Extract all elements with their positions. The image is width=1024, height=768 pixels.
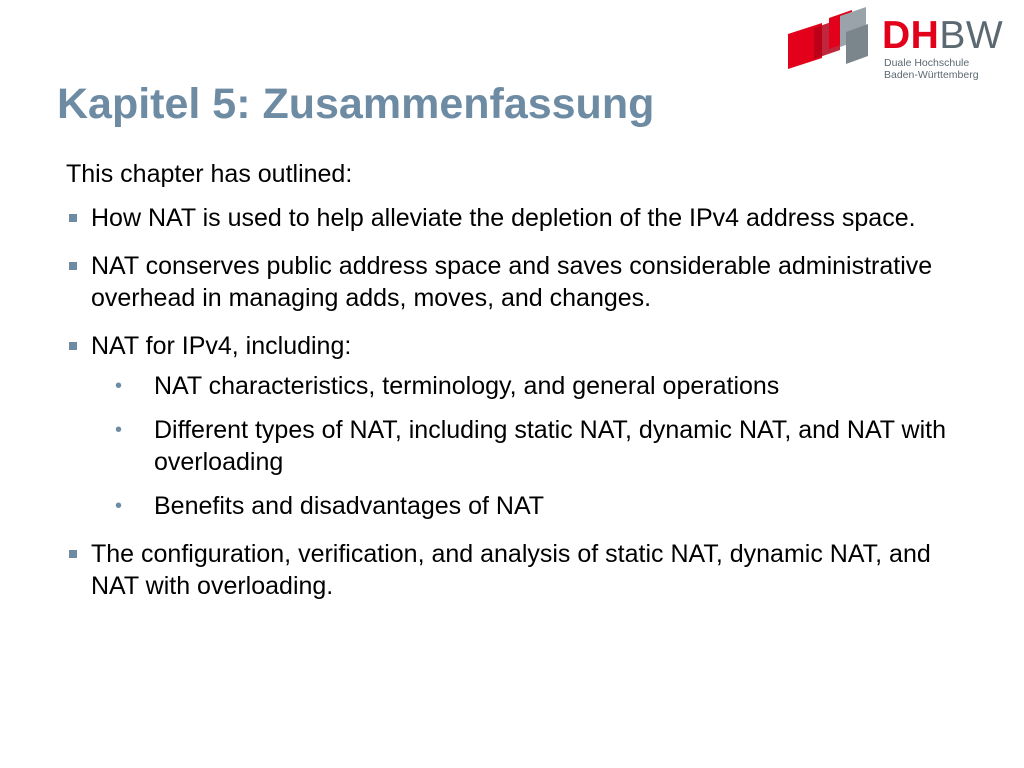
sub-bullet-item bbox=[91, 414, 966, 478]
square-bullet-icon bbox=[69, 550, 77, 558]
bullet-text: NAT conserves public address space and saves considerable administrative overhead in managing adds, moves, and changes. bbox=[91, 252, 933, 312]
intro-text: This chapter has outlined: bbox=[66, 160, 353, 188]
logo-subtitle bbox=[884, 57, 979, 81]
sub-bullet-item bbox=[91, 370, 966, 402]
bullet-item bbox=[66, 538, 966, 602]
dot-bullet-icon: • bbox=[115, 419, 123, 441]
sub-bullet-list bbox=[91, 370, 966, 522]
dhbw-logo bbox=[788, 6, 1014, 86]
bullet-list bbox=[66, 202, 966, 602]
bullet-item bbox=[66, 202, 966, 234]
sub-bullet-item bbox=[91, 490, 966, 522]
bullet-item bbox=[66, 330, 966, 522]
sub-bullet-text: Benefits and disadvantages of NAT bbox=[154, 492, 545, 520]
bullet-text: How NAT is used to help alleviate the depletion of the IPv4 address space. bbox=[91, 204, 916, 232]
dhbw-logo-mark-icon bbox=[788, 6, 870, 72]
square-bullet-icon bbox=[69, 342, 77, 350]
bullet-text: NAT for IPv4, including: bbox=[91, 332, 352, 360]
square-bullet-icon bbox=[69, 214, 77, 222]
slide-content bbox=[66, 158, 966, 618]
square-bullet-icon bbox=[69, 262, 77, 270]
bullet-text: The configuration, verification, and analysis of static NAT, dynamic NAT, and NAT with overloading. bbox=[91, 540, 931, 600]
slide-title: Kapitel 5: Zusammenfassung bbox=[57, 80, 655, 128]
dot-bullet-icon: • bbox=[115, 495, 123, 517]
dot-bullet-icon: • bbox=[115, 375, 123, 397]
dhbw-wordmark bbox=[882, 16, 1003, 56]
sub-bullet-text: NAT characteristics, terminology, and general operations bbox=[154, 372, 780, 400]
bullet-item bbox=[66, 250, 966, 314]
logo-subtitle-line2: Baden-Württemberg bbox=[884, 69, 979, 81]
logo-bw: BW bbox=[939, 14, 1004, 57]
sub-bullet-text: Different types of NAT, including static NAT, dynamic NAT, and NAT with overloading bbox=[154, 416, 946, 476]
logo-subtitle-line1: Duale Hochschule bbox=[884, 57, 970, 69]
logo-dh: DH bbox=[882, 14, 940, 57]
